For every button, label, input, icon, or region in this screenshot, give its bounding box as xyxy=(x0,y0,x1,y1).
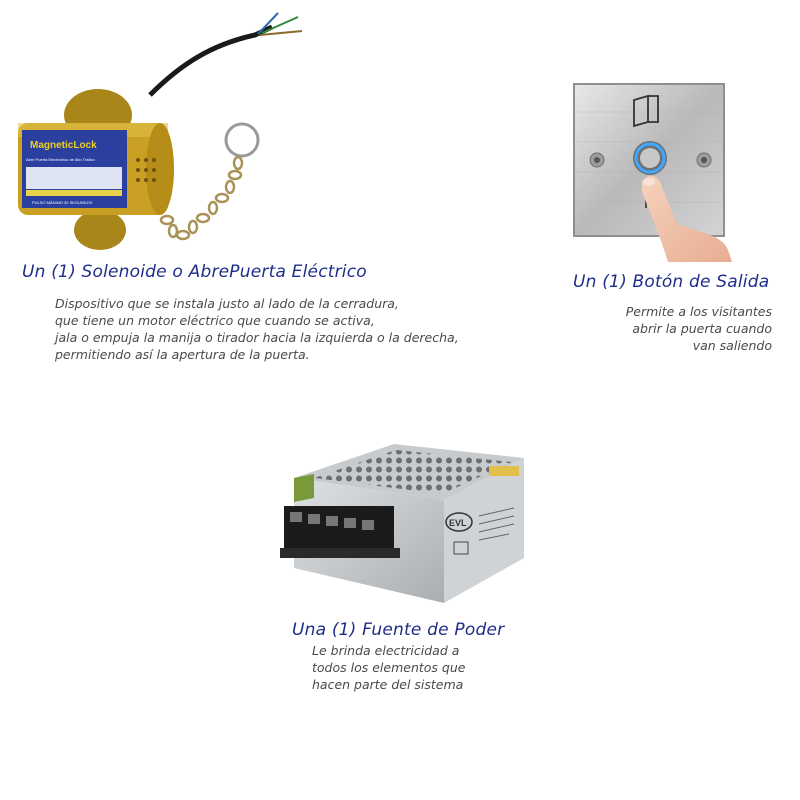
solenoid-description-line: que tiene un motor eléctrico que cuando se activa, xyxy=(55,313,375,328)
solenoid-sub-label: Abre Puerta Electrónico de Alto Tráfico xyxy=(26,157,95,162)
exit-button-description-line: abrir la puerta cuando xyxy=(632,321,772,336)
exit-button-description-line: Permite a los visitantes xyxy=(625,304,772,319)
solenoid-title: Un (1) Solenoide o AbrePuerta Eléctrico xyxy=(22,262,367,282)
power-supply-title: Una (1) Fuente de Poder xyxy=(292,620,505,640)
power-supply-brand: EVL xyxy=(449,518,467,528)
solenoid-brand-label: MagneticLock xyxy=(30,140,97,151)
solenoid-description xyxy=(55,295,459,363)
exit-button-image xyxy=(572,82,732,262)
exit-button-description-line: van saliendo xyxy=(692,338,772,353)
power-supply-description-line: todos los elementos que xyxy=(312,660,466,675)
solenoid-image xyxy=(10,5,280,255)
power-supply-description-line: Le brinda electricidad a xyxy=(312,643,460,658)
solenoid-description-line: Dispositivo que se instala justo al lado de la cerradura, xyxy=(55,296,399,311)
exit-button-title: Un (1) Botón de Salida xyxy=(573,272,770,292)
solenoid-description-line: jala o empuja la manija o tirador hacia la izquierda o la derecha, xyxy=(55,330,459,345)
solenoid-footer-label: PULSO MÁXIMO 30 SEGUNDOS xyxy=(32,200,93,205)
exit-button-description xyxy=(626,303,772,354)
power-supply-image xyxy=(274,438,534,608)
solenoid-description-line: permitiendo así la apertura de la puerta. xyxy=(55,347,310,362)
power-supply-description xyxy=(312,642,465,693)
power-supply-description-line: hacen parte del sistema xyxy=(312,677,464,692)
